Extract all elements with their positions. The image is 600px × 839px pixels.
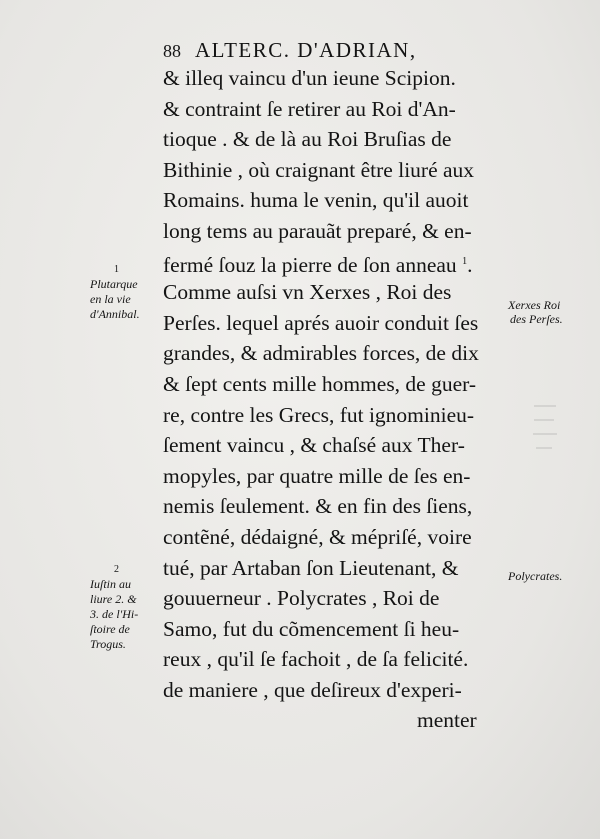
catchword: menter (417, 708, 477, 733)
note-line: ſtoire de (90, 622, 130, 636)
text-line: nemis ſeulement. & en fin des ſiens, (163, 494, 473, 519)
text-line: reux , qu'il ſe fachoit , de ſa felicité. (163, 647, 469, 672)
text-line: grandes, & admirables forces, de dix (163, 341, 479, 366)
text-line-with-ref: fermé ſouz la pierre de ſon anneau $^1$. (163, 252, 473, 277)
note-line: des Perſes. (510, 312, 563, 326)
text-line: Romains. huma le venin, qu'il auoit (163, 188, 469, 213)
note-line: 3. de l'Hi- (90, 607, 139, 621)
note-line: Xerxes Roi (508, 298, 561, 312)
text-line: & illeq vaincu d'un ieune Scipion. (163, 66, 456, 90)
running-header (163, 38, 417, 63)
footnote-ref-1: 1 (462, 255, 468, 267)
note-line: Plutarque (90, 277, 138, 291)
text-line: & ſept cents mille hommes, de guer- (163, 371, 477, 396)
bleed-through-marks (524, 398, 560, 458)
text-line: Perſes. lequel aprés auoir conduit ſes (163, 310, 479, 335)
text-line-with-ref (163, 583, 508, 614)
text-segment: gouuerneur . Polycrates , Roi de (163, 586, 440, 611)
text-segment: fermé ſouz la pierre de ſon anneau (163, 252, 463, 277)
text-line: de maniere , que deſireux d'experi- (163, 677, 462, 702)
note-line: Iuſtin au (90, 577, 131, 591)
text-line: Bithinie , où craignant être liuré aux (163, 157, 475, 182)
text-line: tioque . & de là au Roi Bruſias de (163, 127, 452, 152)
running-title: ALTERC. D'ADRIAN, (195, 38, 417, 62)
text-line: tué, par Artaban ſon Lieutenant, & (163, 555, 459, 580)
note-number: 1 (114, 264, 119, 275)
note-line: liure 2. & (90, 592, 137, 606)
note-number: 2 (114, 564, 119, 575)
text-line: Samo, fut du cõmencement ſi heu- (163, 616, 460, 641)
text-line: ſement vaincu , & chaſsé aux Ther- (163, 433, 465, 458)
right-margin-note-xerxes (508, 298, 563, 326)
text-line: re, contre les Grecs, fut ignominieu- (163, 402, 475, 427)
right-margin-note-polycrates (508, 569, 562, 583)
text-line: mopyles, par quatre mille de ſes en- (163, 463, 471, 488)
note-line: en la vie (90, 292, 131, 306)
margin-note-1 (90, 262, 140, 322)
text-line: contẽné, dédaigné, & mépriſé, voire (163, 524, 472, 549)
text-line: long tems au parauãt preparé, & en- (163, 218, 472, 243)
main-text-block (163, 63, 508, 736)
note-line: Polycrates. (508, 569, 563, 583)
show-through-ink (524, 398, 560, 458)
margin-note-2 (90, 562, 138, 652)
text-line: Comme auſsi vn Xerxes , Roi des (163, 280, 452, 305)
note-line: d'Annibal. (90, 307, 140, 321)
page-number: 88 (163, 41, 181, 61)
text-line: & contraint ſe retirer au Roi d'An- (163, 96, 456, 121)
note-line: Trogus. (90, 637, 126, 651)
